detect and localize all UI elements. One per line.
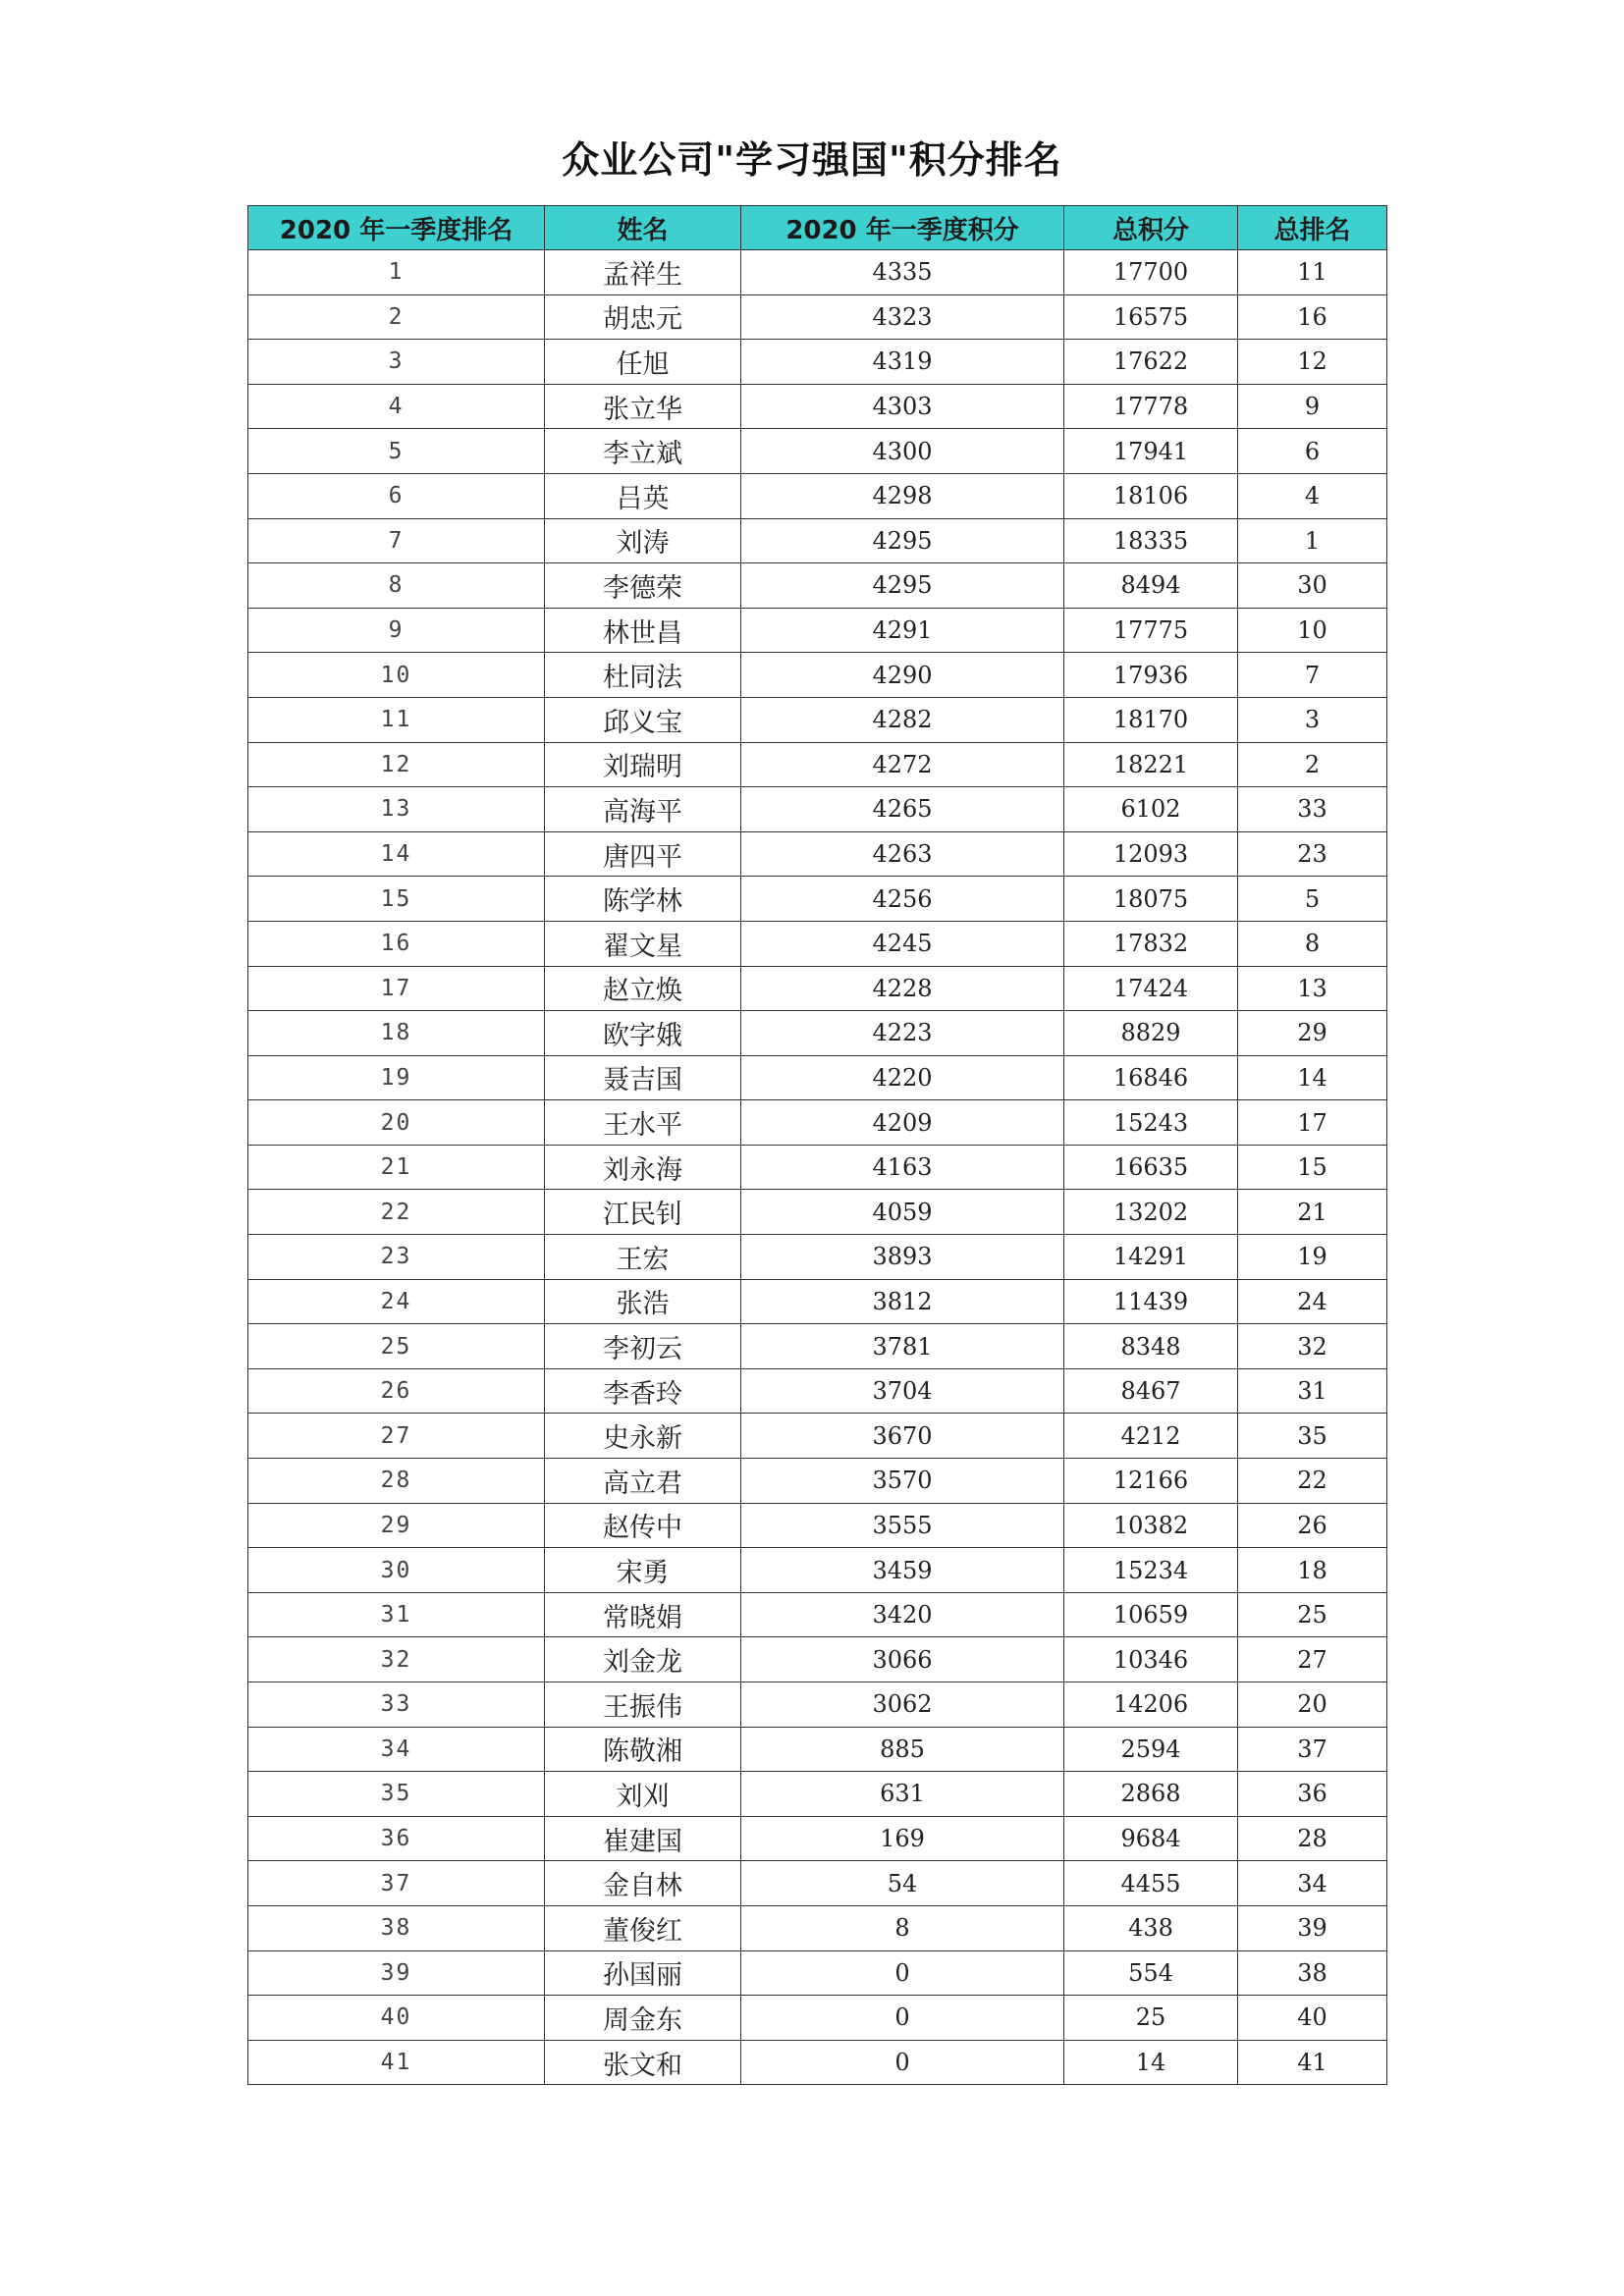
name-cell: 王水平: [545, 1100, 741, 1146]
header-name: 姓名: [545, 206, 741, 250]
table-body: [248, 250, 1387, 2085]
total-rank-cell: 3: [1238, 697, 1387, 742]
table-row: [248, 1055, 1387, 1100]
total-points-cell: 2594: [1064, 1727, 1238, 1772]
name-cell: 杜同法: [545, 653, 741, 698]
name-cell: 李立斌: [545, 429, 741, 474]
name-cell: 翟文星: [545, 921, 741, 966]
name-cell: 刘刈: [545, 1772, 741, 1817]
total-points-cell: 12093: [1064, 831, 1238, 877]
total-rank-cell: 17: [1238, 1100, 1387, 1146]
quarter-rank-cell: 18: [248, 1011, 545, 1056]
quarter-points-cell: 631: [741, 1772, 1064, 1817]
name-cell: 孟祥生: [545, 250, 741, 295]
quarter-rank-cell: 16: [248, 921, 545, 966]
quarter-points-cell: 4209: [741, 1100, 1064, 1146]
quarter-points-cell: 3459: [741, 1548, 1064, 1593]
quarter-points-cell: 4298: [741, 473, 1064, 518]
name-cell: 崔建国: [545, 1816, 741, 1861]
quarter-rank-cell: 30: [248, 1548, 545, 1593]
quarter-rank-cell: 38: [248, 1905, 545, 1950]
total-points-cell: 14: [1064, 2040, 1238, 2085]
table-header-row: [248, 206, 1387, 250]
header-total-rank: 总排名: [1238, 206, 1387, 250]
total-rank-cell: 41: [1238, 2040, 1387, 2085]
quarter-points-cell: 4295: [741, 518, 1064, 563]
total-rank-cell: 28: [1238, 1816, 1387, 1861]
total-rank-cell: 34: [1238, 1861, 1387, 1906]
name-cell: 董俊红: [545, 1905, 741, 1950]
total-rank-cell: 13: [1238, 966, 1387, 1011]
table-row: [248, 1682, 1387, 1728]
table-row: [248, 608, 1387, 653]
table-row: [248, 831, 1387, 877]
quarter-points-cell: 3570: [741, 1459, 1064, 1504]
total-points-cell: 8829: [1064, 1011, 1238, 1056]
total-rank-cell: 32: [1238, 1324, 1387, 1369]
total-rank-cell: 35: [1238, 1414, 1387, 1459]
total-rank-cell: 19: [1238, 1235, 1387, 1280]
name-cell: 邱义宝: [545, 697, 741, 742]
name-cell: 金自林: [545, 1861, 741, 1906]
table-row: [248, 1235, 1387, 1280]
table-row: [248, 1548, 1387, 1593]
total-points-cell: 11439: [1064, 1279, 1238, 1324]
quarter-rank-cell: 40: [248, 1996, 545, 2041]
quarter-points-cell: 4291: [741, 608, 1064, 653]
quarter-rank-cell: 33: [248, 1682, 545, 1728]
quarter-points-cell: 4303: [741, 384, 1064, 429]
total-rank-cell: 30: [1238, 563, 1387, 609]
table-row: [248, 1637, 1387, 1682]
table-row: [248, 1100, 1387, 1146]
total-rank-cell: 40: [1238, 1996, 1387, 2041]
quarter-points-cell: 3420: [741, 1592, 1064, 1637]
name-cell: 吕英: [545, 473, 741, 518]
table-row: [248, 1592, 1387, 1637]
total-points-cell: 8467: [1064, 1368, 1238, 1414]
table-row: [248, 518, 1387, 563]
table-row: [248, 1459, 1387, 1504]
total-rank-cell: 15: [1238, 1145, 1387, 1190]
table-row: [248, 1011, 1387, 1056]
quarter-points-cell: 4245: [741, 921, 1064, 966]
quarter-rank-cell: 2: [248, 294, 545, 340]
quarter-points-cell: 4295: [741, 563, 1064, 609]
total-points-cell: 17936: [1064, 653, 1238, 698]
table-row: [248, 742, 1387, 787]
total-points-cell: 10659: [1064, 1592, 1238, 1637]
header-quarter-points: 2020 年一季度积分: [741, 206, 1064, 250]
table-row: [248, 1772, 1387, 1817]
quarter-points-cell: 4163: [741, 1145, 1064, 1190]
total-points-cell: 438: [1064, 1905, 1238, 1950]
total-rank-cell: 14: [1238, 1055, 1387, 1100]
ranking-table: [247, 205, 1387, 2085]
table-row: [248, 2040, 1387, 2085]
total-points-cell: 8494: [1064, 563, 1238, 609]
table-row: [248, 384, 1387, 429]
total-points-cell: 18106: [1064, 473, 1238, 518]
table-row: [248, 1190, 1387, 1235]
total-rank-cell: 22: [1238, 1459, 1387, 1504]
name-cell: 赵立焕: [545, 966, 741, 1011]
total-points-cell: 16575: [1064, 294, 1238, 340]
quarter-rank-cell: 36: [248, 1816, 545, 1861]
total-rank-cell: 4: [1238, 473, 1387, 518]
table-row: [248, 340, 1387, 385]
quarter-points-cell: 0: [741, 2040, 1064, 2085]
quarter-points-cell: 3062: [741, 1682, 1064, 1728]
total-points-cell: 15243: [1064, 1100, 1238, 1146]
quarter-points-cell: 4220: [741, 1055, 1064, 1100]
table-row: [248, 653, 1387, 698]
name-cell: 刘涛: [545, 518, 741, 563]
quarter-rank-cell: 17: [248, 966, 545, 1011]
total-rank-cell: 26: [1238, 1503, 1387, 1548]
quarter-rank-cell: 3: [248, 340, 545, 385]
name-cell: 任旭: [545, 340, 741, 385]
total-rank-cell: 7: [1238, 653, 1387, 698]
total-points-cell: 18170: [1064, 697, 1238, 742]
name-cell: 周金东: [545, 1996, 741, 2041]
quarter-rank-cell: 28: [248, 1459, 545, 1504]
quarter-points-cell: 3670: [741, 1414, 1064, 1459]
total-rank-cell: 37: [1238, 1727, 1387, 1772]
total-points-cell: 14291: [1064, 1235, 1238, 1280]
name-cell: 胡忠元: [545, 294, 741, 340]
total-rank-cell: 5: [1238, 877, 1387, 922]
page-title: 众业公司"学习强国"积分排名: [562, 138, 1062, 182]
quarter-rank-cell: 11: [248, 697, 545, 742]
total-points-cell: 4455: [1064, 1861, 1238, 1906]
quarter-points-cell: 4290: [741, 653, 1064, 698]
table-row: [248, 1324, 1387, 1369]
total-points-cell: 2868: [1064, 1772, 1238, 1817]
total-points-cell: 10346: [1064, 1637, 1238, 1682]
name-cell: 孙国丽: [545, 1950, 741, 1996]
total-points-cell: 12166: [1064, 1459, 1238, 1504]
total-rank-cell: 8: [1238, 921, 1387, 966]
total-rank-cell: 20: [1238, 1682, 1387, 1728]
header-quarter-rank: 2020 年一季度排名: [248, 206, 545, 250]
total-rank-cell: 1: [1238, 518, 1387, 563]
quarter-points-cell: 3704: [741, 1368, 1064, 1414]
total-rank-cell: 33: [1238, 787, 1387, 832]
quarter-points-cell: 0: [741, 1996, 1064, 2041]
total-points-cell: 13202: [1064, 1190, 1238, 1235]
quarter-points-cell: 4223: [741, 1011, 1064, 1056]
quarter-rank-cell: 41: [248, 2040, 545, 2085]
name-cell: 唐四平: [545, 831, 741, 877]
table-row: [248, 1145, 1387, 1190]
quarter-points-cell: 3066: [741, 1637, 1064, 1682]
table-row: [248, 250, 1387, 295]
quarter-rank-cell: 27: [248, 1414, 545, 1459]
table-row: [248, 1503, 1387, 1548]
total-points-cell: 17700: [1064, 250, 1238, 295]
name-cell: 王振伟: [545, 1682, 741, 1728]
quarter-points-cell: 3893: [741, 1235, 1064, 1280]
total-rank-cell: 21: [1238, 1190, 1387, 1235]
table-row: [248, 1727, 1387, 1772]
name-cell: 宋勇: [545, 1548, 741, 1593]
quarter-rank-cell: 29: [248, 1503, 545, 1548]
name-cell: 刘金龙: [545, 1637, 741, 1682]
quarter-points-cell: 3812: [741, 1279, 1064, 1324]
total-points-cell: 8348: [1064, 1324, 1238, 1369]
total-points-cell: 18075: [1064, 877, 1238, 922]
total-rank-cell: 6: [1238, 429, 1387, 474]
quarter-rank-cell: 39: [248, 1950, 545, 1996]
quarter-points-cell: 4323: [741, 294, 1064, 340]
total-rank-cell: 36: [1238, 1772, 1387, 1817]
name-cell: 张浩: [545, 1279, 741, 1324]
quarter-rank-cell: 19: [248, 1055, 545, 1100]
total-points-cell: 14206: [1064, 1682, 1238, 1728]
name-cell: 陈学林: [545, 877, 741, 922]
quarter-rank-cell: 21: [248, 1145, 545, 1190]
total-rank-cell: 38: [1238, 1950, 1387, 1996]
table-row: [248, 1996, 1387, 2041]
name-cell: 欧字娥: [545, 1011, 741, 1056]
name-cell: 常晓娟: [545, 1592, 741, 1637]
quarter-points-cell: 3555: [741, 1503, 1064, 1548]
table-row: [248, 966, 1387, 1011]
name-cell: 王宏: [545, 1235, 741, 1280]
table-row: [248, 697, 1387, 742]
name-cell: 高海平: [545, 787, 741, 832]
quarter-rank-cell: 35: [248, 1772, 545, 1817]
total-rank-cell: 24: [1238, 1279, 1387, 1324]
name-cell: 陈敬湘: [545, 1727, 741, 1772]
total-points-cell: 9684: [1064, 1816, 1238, 1861]
name-cell: 张文和: [545, 2040, 741, 2085]
name-cell: 刘瑞明: [545, 742, 741, 787]
quarter-points-cell: 4263: [741, 831, 1064, 877]
quarter-rank-cell: 22: [248, 1190, 545, 1235]
name-cell: 史永新: [545, 1414, 741, 1459]
total-rank-cell: 12: [1238, 340, 1387, 385]
table-row: [248, 1368, 1387, 1414]
quarter-rank-cell: 14: [248, 831, 545, 877]
quarter-rank-cell: 5: [248, 429, 545, 474]
total-rank-cell: 18: [1238, 1548, 1387, 1593]
total-points-cell: 554: [1064, 1950, 1238, 1996]
total-points-cell: 17622: [1064, 340, 1238, 385]
total-points-cell: 17941: [1064, 429, 1238, 474]
quarter-points-cell: 885: [741, 1727, 1064, 1772]
quarter-rank-cell: 34: [248, 1727, 545, 1772]
quarter-rank-cell: 23: [248, 1235, 545, 1280]
quarter-points-cell: 4272: [741, 742, 1064, 787]
table-row: [248, 1279, 1387, 1324]
quarter-rank-cell: 37: [248, 1861, 545, 1906]
total-points-cell: 4212: [1064, 1414, 1238, 1459]
total-rank-cell: 2: [1238, 742, 1387, 787]
quarter-points-cell: 4228: [741, 966, 1064, 1011]
total-points-cell: 16635: [1064, 1145, 1238, 1190]
quarter-rank-cell: 15: [248, 877, 545, 922]
table-row: [248, 429, 1387, 474]
quarter-points-cell: 4282: [741, 697, 1064, 742]
header-total-points: 总积分: [1064, 206, 1238, 250]
quarter-rank-cell: 4: [248, 384, 545, 429]
table-row: [248, 294, 1387, 340]
quarter-rank-cell: 20: [248, 1100, 545, 1146]
quarter-points-cell: 4059: [741, 1190, 1064, 1235]
name-cell: 高立君: [545, 1459, 741, 1504]
total-points-cell: 17832: [1064, 921, 1238, 966]
table-row: [248, 1816, 1387, 1861]
quarter-points-cell: 8: [741, 1905, 1064, 1950]
quarter-rank-cell: 12: [248, 742, 545, 787]
table-row: [248, 1950, 1387, 1996]
quarter-rank-cell: 6: [248, 473, 545, 518]
total-points-cell: 18335: [1064, 518, 1238, 563]
quarter-rank-cell: 1: [248, 250, 545, 295]
quarter-rank-cell: 10: [248, 653, 545, 698]
quarter-rank-cell: 7: [248, 518, 545, 563]
total-rank-cell: 10: [1238, 608, 1387, 653]
total-rank-cell: 39: [1238, 1905, 1387, 1950]
name-cell: 刘永海: [545, 1145, 741, 1190]
total-rank-cell: 11: [1238, 250, 1387, 295]
name-cell: 李香玲: [545, 1368, 741, 1414]
total-rank-cell: 16: [1238, 294, 1387, 340]
total-points-cell: 16846: [1064, 1055, 1238, 1100]
name-cell: 李德荣: [545, 563, 741, 609]
total-points-cell: 15234: [1064, 1548, 1238, 1593]
quarter-points-cell: 3781: [741, 1324, 1064, 1369]
table-row: [248, 473, 1387, 518]
quarter-points-cell: 54: [741, 1861, 1064, 1906]
total-points-cell: 17424: [1064, 966, 1238, 1011]
total-points-cell: 10382: [1064, 1503, 1238, 1548]
name-cell: 江民钊: [545, 1190, 741, 1235]
quarter-rank-cell: 26: [248, 1368, 545, 1414]
quarter-rank-cell: 24: [248, 1279, 545, 1324]
quarter-rank-cell: 31: [248, 1592, 545, 1637]
table-row: [248, 1414, 1387, 1459]
quarter-points-cell: 4265: [741, 787, 1064, 832]
name-cell: 赵传中: [545, 1503, 741, 1548]
total-rank-cell: 29: [1238, 1011, 1387, 1056]
quarter-points-cell: 4319: [741, 340, 1064, 385]
total-rank-cell: 23: [1238, 831, 1387, 877]
quarter-points-cell: 169: [741, 1816, 1064, 1861]
name-cell: 林世昌: [545, 608, 741, 653]
total-points-cell: 17778: [1064, 384, 1238, 429]
quarter-points-cell: 4335: [741, 250, 1064, 295]
name-cell: 聂吉国: [545, 1055, 741, 1100]
table-row: [248, 921, 1387, 966]
table-row: [248, 1905, 1387, 1950]
total-points-cell: 18221: [1064, 742, 1238, 787]
table-row: [248, 1861, 1387, 1906]
total-points-cell: 25: [1064, 1996, 1238, 2041]
name-cell: 张立华: [545, 384, 741, 429]
total-rank-cell: 25: [1238, 1592, 1387, 1637]
total-points-cell: 17775: [1064, 608, 1238, 653]
table-row: [248, 877, 1387, 922]
total-rank-cell: 9: [1238, 384, 1387, 429]
quarter-rank-cell: 25: [248, 1324, 545, 1369]
table-row: [248, 563, 1387, 609]
quarter-rank-cell: 9: [248, 608, 545, 653]
quarter-rank-cell: 32: [248, 1637, 545, 1682]
table-row: [248, 787, 1387, 832]
quarter-rank-cell: 8: [248, 563, 545, 609]
total-points-cell: 6102: [1064, 787, 1238, 832]
quarter-points-cell: 4256: [741, 877, 1064, 922]
quarter-rank-cell: 13: [248, 787, 545, 832]
quarter-points-cell: 4300: [741, 429, 1064, 474]
quarter-points-cell: 0: [741, 1950, 1064, 1996]
total-rank-cell: 31: [1238, 1368, 1387, 1414]
name-cell: 李初云: [545, 1324, 741, 1369]
total-rank-cell: 27: [1238, 1637, 1387, 1682]
